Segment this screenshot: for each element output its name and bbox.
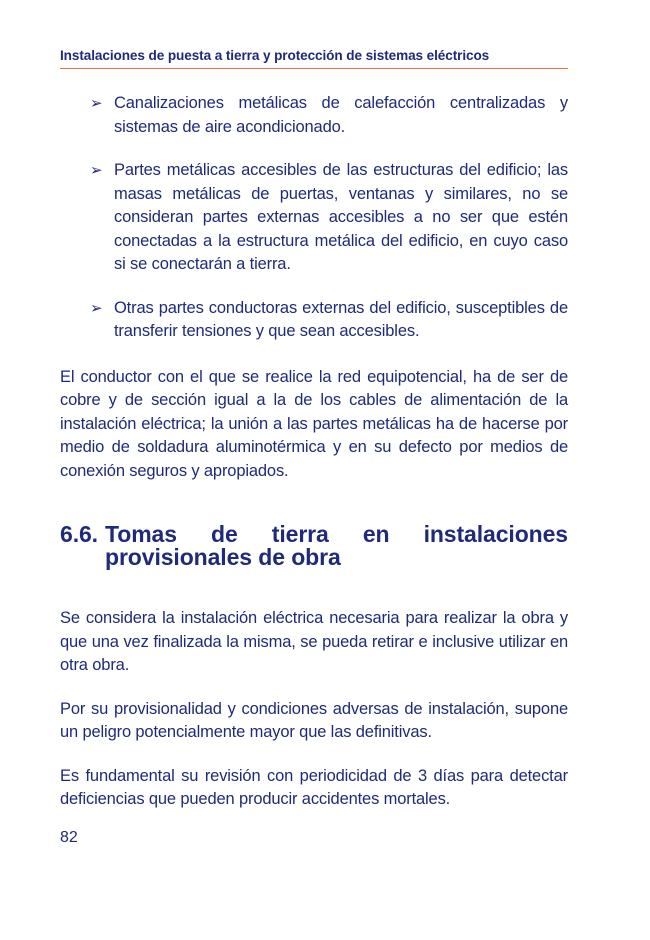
arrow-bullet-icon: ➢ bbox=[90, 95, 103, 112]
paragraph: Por su provisionalidad y condiciones adversas de instalación, supone un peligro potencialmente mayor que las definitivas. bbox=[60, 699, 568, 741]
arrow-bullet-icon: ➢ bbox=[90, 299, 103, 317]
list-item bbox=[90, 159, 568, 277]
list-item bbox=[90, 297, 568, 344]
list-item bbox=[90, 92, 568, 139]
list-item-text: Partes metálicas accesibles de las estructuras del edificio; las masas metálicas de puertas, ventanas y similares, no se consideran partes externas accesibles a no ser que estén conectadas a la estructura metálica del edificio, en cuyo caso si se conectarán a tierra. bbox=[114, 161, 568, 273]
section-title: Tomas de tierra en instalaciones provisionales de obra bbox=[105, 521, 568, 570]
paragraph: Es fundamental su revisión con periodicidad de 3 días para detectar deficiencias que pueden producir accidentes mortales. bbox=[60, 766, 568, 808]
paragraph: Se considera la instalación eléctrica necesaria para realizar la obra y que una vez finalizada la misma, se pueda retirar e inclusive utilizar en otra obra. bbox=[60, 609, 568, 674]
running-header: Instalaciones de puesta a tierra y protección de sistemas eléctricos bbox=[60, 48, 568, 69]
page-number: 82 bbox=[60, 829, 78, 846]
list-item-text: Canalizaciones metálicas de calefacción centralizadas y sistemas de aire acondicionado. bbox=[114, 94, 568, 136]
section-heading bbox=[60, 523, 568, 569]
paragraph-conductor: El conductor con el que se realice la red equipotencial, ha de ser de cobre y de sección igual a la de los cables de alimentación de la instalación eléctrica; la unión a las partes metálicas ha de hacerse por medio de soldadura aluminotérmica y en su defecto por medios de conexión seguros y apropiados. bbox=[60, 367, 568, 480]
arrow-bullet-icon: ➢ bbox=[90, 162, 103, 179]
list-item-text: Otras partes conductoras externas del edificio, susceptibles de transferir tensiones y que sean accesibles. bbox=[114, 298, 568, 340]
bullet-list bbox=[60, 92, 568, 344]
page-content bbox=[60, 92, 568, 832]
section-number: 6.6. bbox=[60, 521, 98, 547]
